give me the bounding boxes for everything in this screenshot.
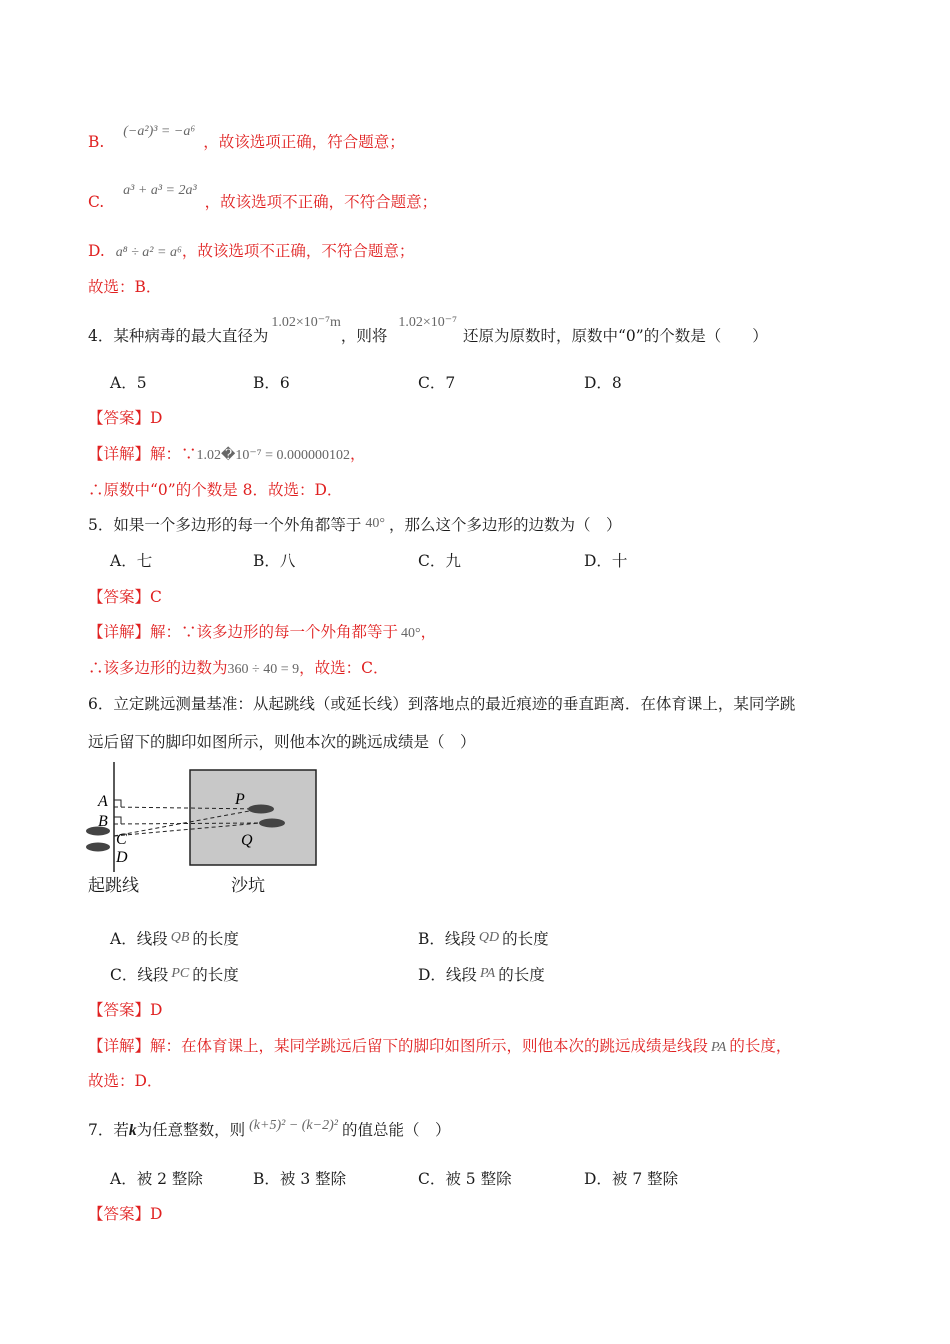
q7-variable-k: k [128,1122,137,1139]
q5-stem [88,515,622,537]
q5-conclusion-formula: 360 ÷ 40 = 9 [227,662,300,677]
q5-answer: 【答案】C [88,588,162,606]
q6-answer: 【答案】D [88,1001,163,1019]
start-footprint-2 [86,843,110,852]
q4-conclusion: ∴原数中“0”的个数是 8．故选：D． [88,481,343,499]
q4-stem-a: 4．某种病毒的最大直径为 [88,327,269,345]
q5-conclusion-b: ，故选：C． [299,659,389,677]
q4-detail-formula: 1.02�10⁻⁷ = 0.000000102 [196,448,351,463]
label-b: B [98,813,108,830]
q4-stem-c: 还原为原数时，原数中“0”的个数是（ ） [463,327,768,345]
q6-c-segment: PC [171,966,190,981]
q3-c-label: C. [88,193,105,211]
q7-option-c[interactable]: C．被 5 整除 [418,1170,512,1188]
q4-detail [88,444,366,466]
q5-conclusion-a: ∴该多边形的边数为 [88,659,228,677]
q7-answer: 【答案】D [88,1205,163,1223]
label-d: D [116,849,128,866]
q3-option-b [88,124,405,154]
caption-takeoff-line: 起跳线 [88,876,139,896]
q4-detail-b: ， [350,445,366,463]
q6-stem-line2: 远后留下的脚印如图所示，则他本次的跳远成绩是（ ） [88,733,476,751]
q3-choose: 故选：B． [88,278,162,296]
q5-detail-b: ， [420,623,437,641]
q4-stem-b: ，则将 [340,327,388,345]
q7-option-d[interactable]: D．被 7 整除 [584,1170,679,1188]
q6-b-segment: QD [478,930,500,945]
q6-d-pre: D．线段 [418,966,477,984]
q7-stem [88,1120,450,1142]
q3-b-text: ，故该选项正确，符合题意； [203,133,405,151]
q3-c-text: ，故该选项不正确，不符合题意； [204,193,438,211]
q5-option-b[interactable]: B．八 [253,552,296,570]
q5-conclusion [88,658,388,680]
label-q: Q [241,832,253,849]
q6-c-pre: C．线段 [110,966,169,984]
q5-stem-b: ，那么这个多边形的边数为（ ） [388,516,622,534]
q3-d-text: ，故该选项不正确，不符合题意； [181,242,415,260]
q6-b-post: 的长度 [502,930,549,948]
q3-b-formula: (−a²)³ = −a⁶ [123,124,196,139]
caption-sand-pit: 沙坑 [231,876,265,896]
q4-answer: 【答案】D [88,409,163,427]
q6-b-pre: B．线段 [418,930,476,948]
q5-option-d[interactable]: D．十 [584,552,628,570]
q4-detail-a: 【详解】解：∵ [88,445,197,463]
q6-option-c[interactable] [110,965,239,987]
q4-option-c[interactable]: C．7 [418,374,456,392]
sand-pit [190,770,316,865]
q5-detail [88,622,436,644]
q5-option-a[interactable]: A．七 [110,552,153,570]
q5-detail-formula: 40° [401,626,421,641]
q6-choose: 故选：D． [88,1072,163,1090]
q5-detail-a: 【详解】解：∵该多边形的每一个外角都等于 [88,623,399,641]
q7-stem-c: 的值总能（ ） [341,1121,451,1139]
q7-formula: (k+5)² − (k−2)² [249,1118,338,1133]
q4-stem [88,315,768,348]
q6-d-segment: PA [479,966,496,981]
q5-stem-a: 5．如果一个多边形的每一个外角都等于 [88,516,362,534]
label-c: C [116,831,127,848]
q6-stem-line1: 6．立定跳远测量基准：从起跳线（或延长线）到落地点的最近痕迹的垂直距离．在体育课上，某同学跳 [88,695,796,713]
q6-detail-b: 的长度， [729,1037,792,1055]
q4-option-b[interactable]: B．6 [253,374,290,392]
q4-option-a[interactable]: A．5 [110,374,147,392]
q5-option-c[interactable]: C．九 [418,552,461,570]
right-angle-a [114,800,121,807]
q6-d-post: 的长度 [498,966,545,984]
q5-formula: 40° [365,516,385,531]
q6-option-b[interactable] [418,929,549,951]
q6-a-pre: A．线段 [110,930,168,948]
q3-option-c [88,183,438,214]
label-a: A [98,793,108,810]
q7-option-b[interactable]: B．被 3 整除 [253,1170,347,1188]
q7-option-a[interactable]: A．被 2 整除 [110,1170,203,1188]
q6-detail-a: 【详解】解：在体育课上，某同学跳远后留下的脚印如图所示，则他本次的跳远成绩是线段 [88,1037,709,1055]
q6-detail [88,1036,791,1058]
q4-formula-2: 1.02×10⁻⁷ [398,315,457,330]
q3-d-formula: a⁸ ÷ a² = a⁶ [115,245,182,260]
footprint-q [259,819,285,828]
q6-a-segment: QB [170,930,190,945]
q6-option-d[interactable] [418,965,545,987]
q3-c-formula: a³ + a³ = 2a³ [123,183,197,198]
q6-c-post: 的长度 [192,966,239,984]
q7-stem-b: 为任意整数，则 [136,1121,246,1139]
label-p: P [235,791,245,808]
q3-b-label: B. [88,133,105,151]
q7-stem-a: 7．若 [88,1121,129,1139]
footprint-p [248,805,274,814]
q3-option-d [88,241,414,263]
q6-option-a[interactable] [110,929,239,951]
q3-d-label: D. [88,242,105,260]
right-angle-b [114,817,121,824]
q6-a-post: 的长度 [192,930,239,948]
q6-detail-segment: PA [711,1040,727,1055]
q4-option-d[interactable]: D．8 [584,374,622,392]
q4-formula-1: 1.02×10⁻⁷m [271,315,341,330]
